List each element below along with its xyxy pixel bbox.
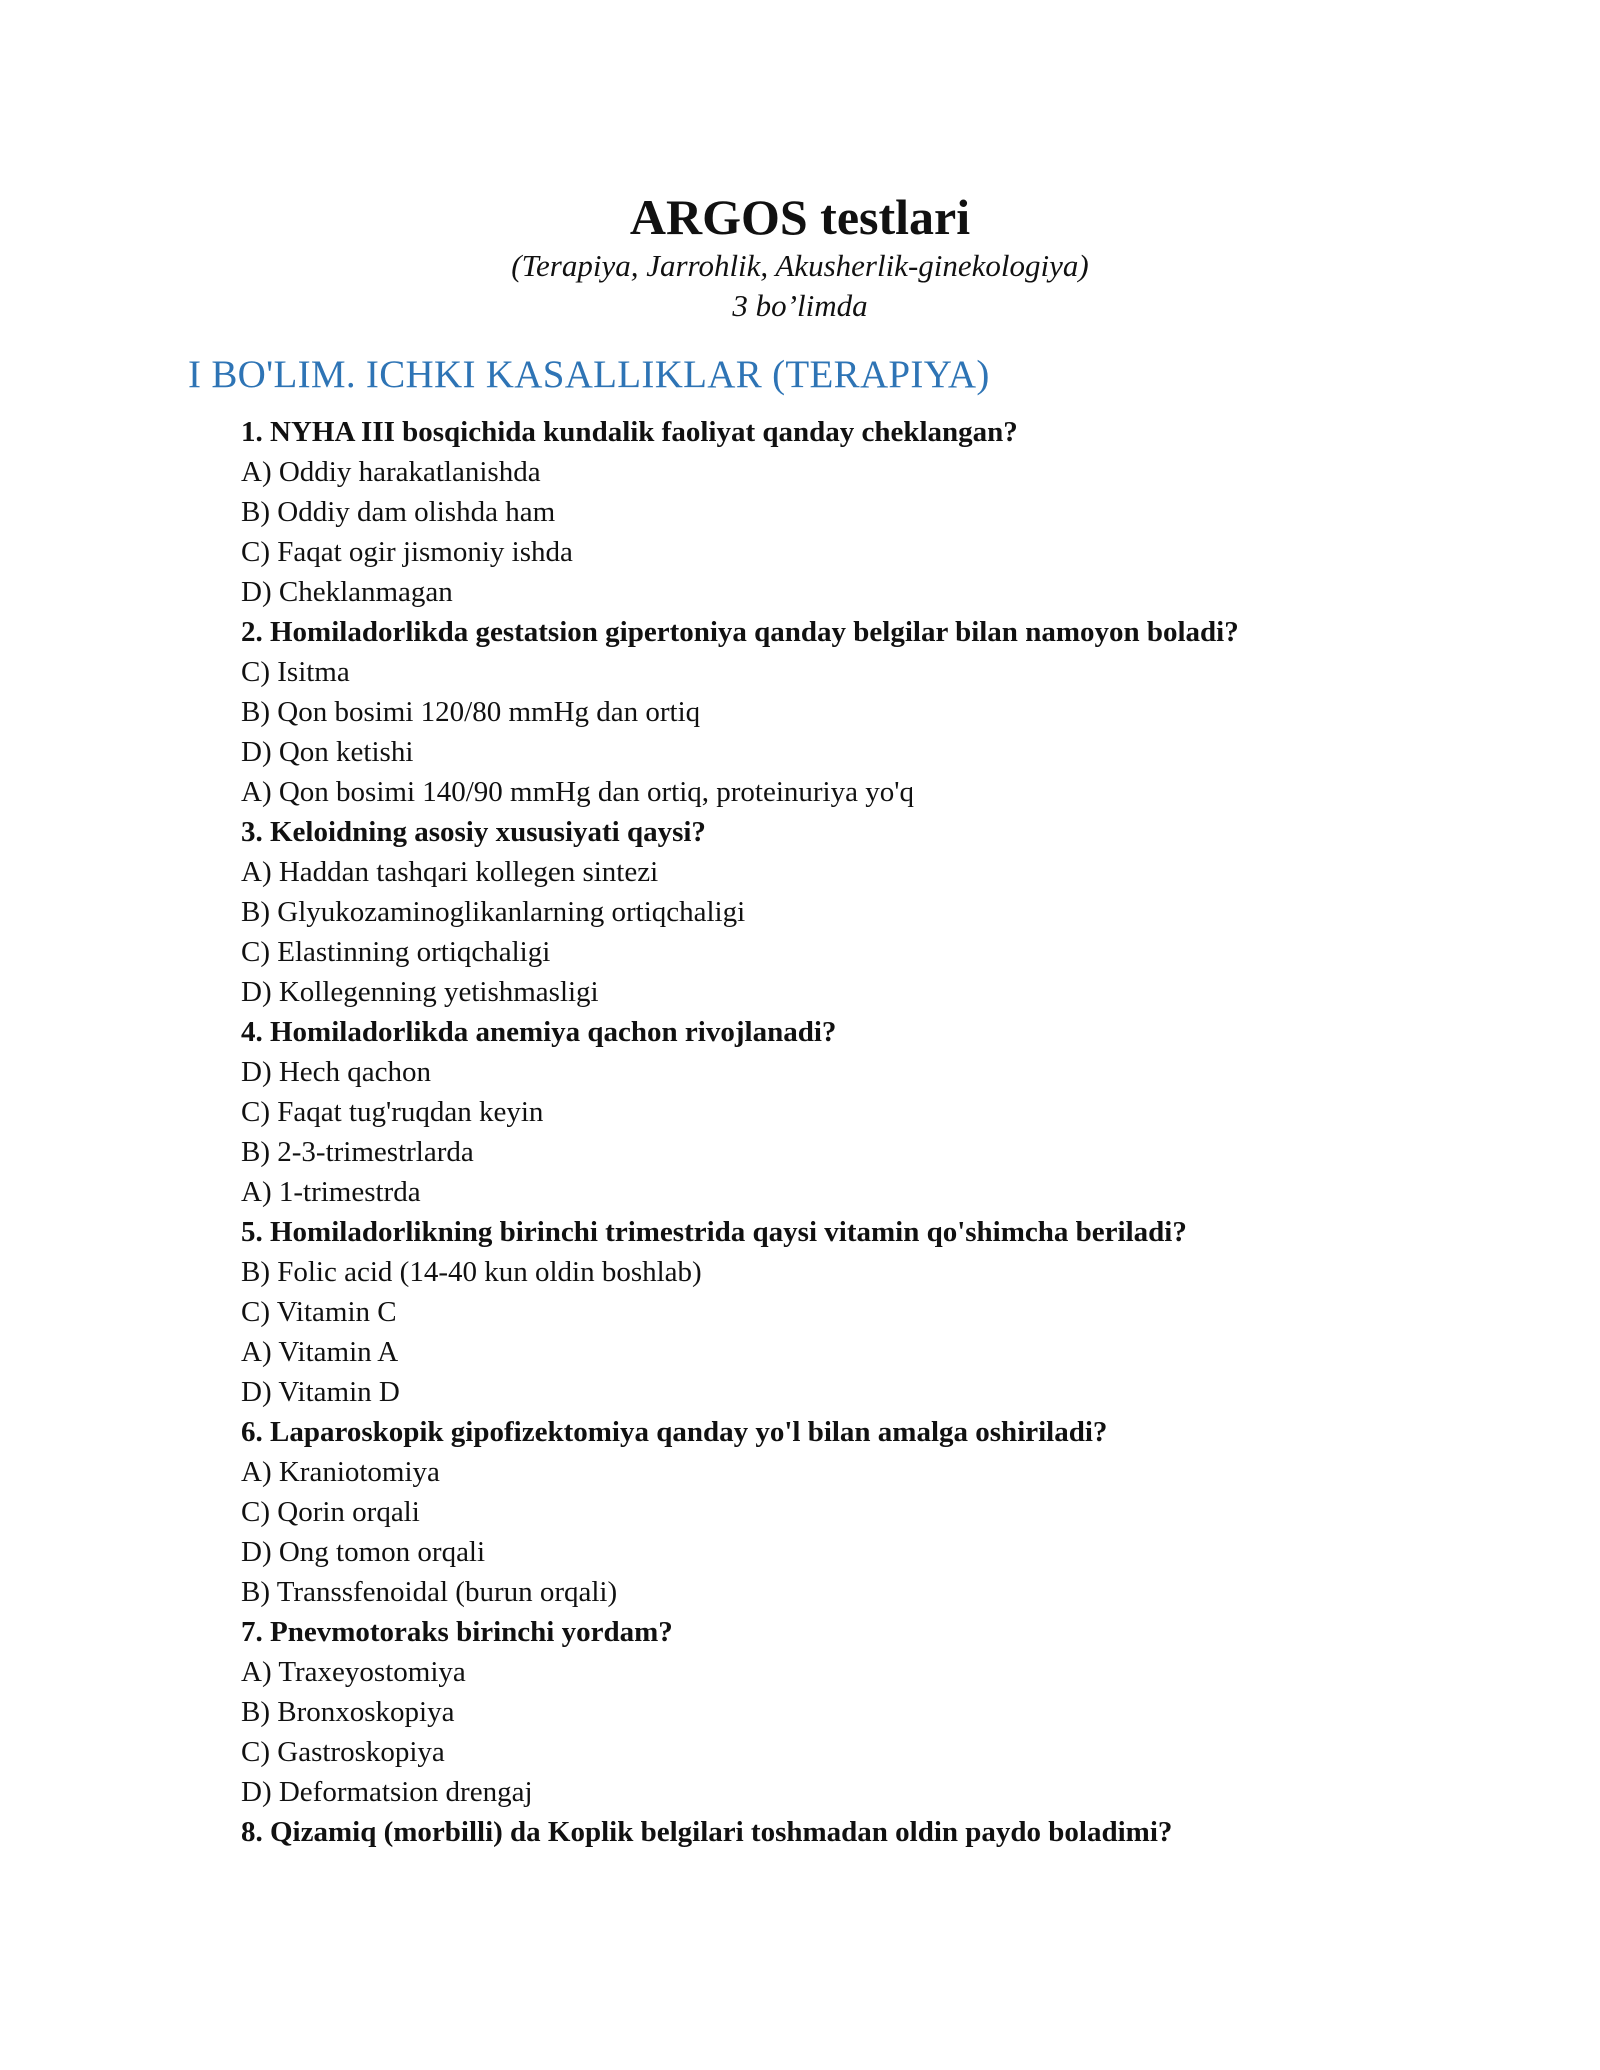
question-text: 5. Homiladorlikning birinchi trimestrida qaysi vitamin qo'shimcha beriladi? bbox=[241, 1216, 1187, 1248]
answer-option: C) Elastinning ortiqchaligi bbox=[241, 936, 551, 968]
question-text: 6. Laparoskopik gipofizektomiya qanday yo'l bilan amalga oshiriladi? bbox=[241, 1416, 1108, 1448]
answer-option: D) Hech qachon bbox=[241, 1056, 432, 1088]
answer-option: A) 1-trimestrda bbox=[241, 1176, 421, 1208]
answer-option: D) Cheklanmagan bbox=[241, 576, 453, 608]
question-text: 7. Pnevmotoraks birinchi yordam? bbox=[241, 1616, 673, 1648]
document-title: ARGOS testlari bbox=[629, 189, 971, 245]
question-text: 4. Homiladorlikda anemiya qachon rivojlanadi? bbox=[241, 1016, 837, 1048]
answer-option: C) Faqat tug'ruqdan keyin bbox=[241, 1096, 544, 1128]
answer-option: B) Transsfenoidal (burun orqali) bbox=[241, 1576, 618, 1608]
answer-option: A) Oddiy harakatlanishda bbox=[241, 456, 541, 488]
answer-option: C) Isitma bbox=[241, 656, 350, 688]
question-text: 2. Homiladorlikda gestatsion gipertoniya qanday belgilar bilan namoyon boladi? bbox=[241, 616, 1239, 648]
answer-option: B) Bronxoskopiya bbox=[241, 1696, 455, 1728]
answer-option: C) Faqat ogir jismoniy ishda bbox=[241, 536, 573, 568]
answer-option: A) Haddan tashqari kollegen sintezi bbox=[241, 856, 659, 888]
answer-option: B) 2-3-trimestrlarda bbox=[241, 1136, 474, 1168]
answer-option: D) Qon ketishi bbox=[241, 736, 414, 768]
question-text: 1. NYHA III bosqichida kundalik faoliyat qanday cheklangan? bbox=[241, 416, 1018, 448]
answer-option: C) Gastroskopiya bbox=[241, 1736, 445, 1768]
answer-option: C) Vitamin C bbox=[241, 1296, 397, 1328]
answer-option: B) Oddiy dam olishda ham bbox=[241, 496, 556, 528]
answer-option: D) Ong tomon orqali bbox=[241, 1536, 486, 1568]
answer-option: B) Folic acid (14-40 kun oldin boshlab) bbox=[241, 1256, 702, 1288]
question-text: 3. Keloidning asosiy xususiyati qaysi? bbox=[241, 816, 706, 848]
answer-option: B) Qon bosimi 120/80 mmHg dan ortiq bbox=[241, 696, 701, 728]
question-list bbox=[241, 412, 1541, 1852]
answer-option: C) Qorin orqali bbox=[241, 1496, 420, 1528]
answer-option: A) Traxeyostomiya bbox=[241, 1656, 466, 1688]
answer-option: A) Vitamin A bbox=[241, 1336, 399, 1368]
answer-option: A) Qon bosimi 140/90 mmHg dan ortiq, proteinuriya yo'q bbox=[241, 776, 914, 808]
document-subtitle-sections: 3 bo’limda bbox=[732, 288, 868, 323]
section-heading: I BO'LIM. ICHKI KASALLIKLAR (TERAPIYA) bbox=[188, 353, 990, 396]
answer-option: D) Deformatsion drengaj bbox=[241, 1776, 533, 1808]
document-subtitle: (Terapiya, Jarrohlik, Akusherlik-ginekologiya) bbox=[511, 248, 1089, 283]
question-text: 8. Qizamiq (morbilli) da Koplik belgilari toshmadan oldin paydo boladimi? bbox=[241, 1816, 1173, 1848]
answer-option: A) Kraniotomiya bbox=[241, 1456, 440, 1488]
answer-option: D) Kollegenning yetishmasligi bbox=[241, 976, 599, 1008]
answer-option: D) Vitamin D bbox=[241, 1376, 400, 1408]
answer-option: B) Glyukozaminoglikanlarning ortiqchaligi bbox=[241, 896, 746, 928]
